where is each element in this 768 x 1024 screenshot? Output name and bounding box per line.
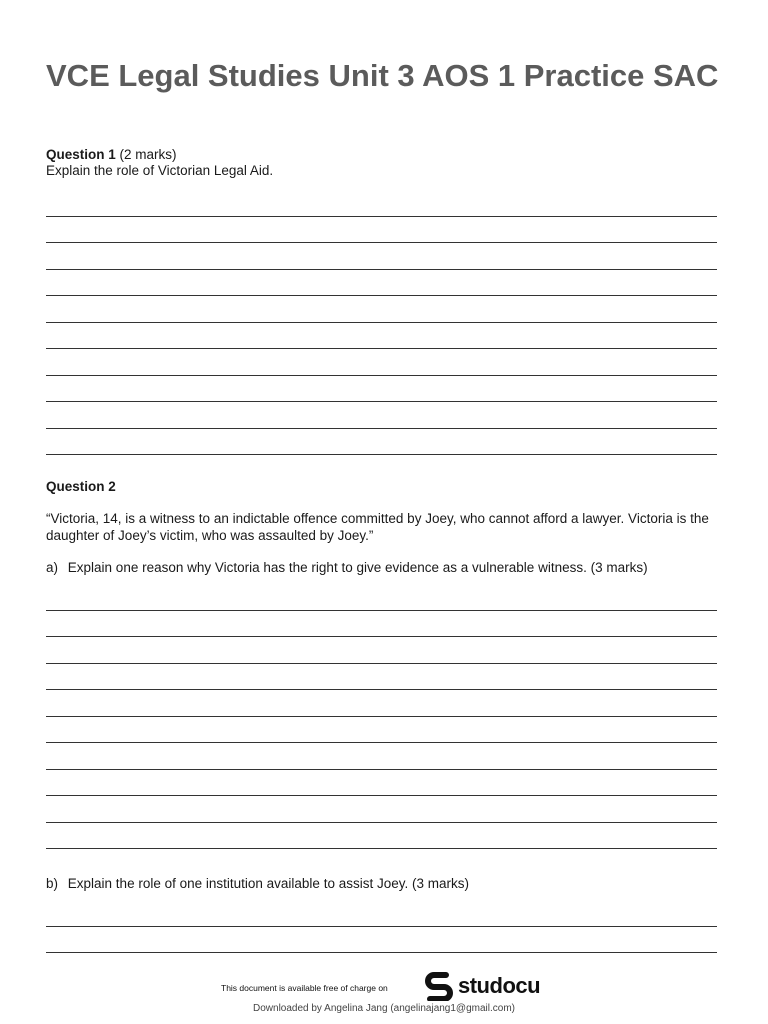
answer-line: [46, 927, 717, 954]
question-2a-letter: a): [46, 560, 59, 575]
answer-line: [46, 243, 717, 270]
answer-line: [46, 323, 717, 350]
question-1-heading: [46, 147, 177, 163]
studocu-wordmark: studocu: [458, 973, 541, 998]
question-1-prompt: Explain the role of Victorian Legal Aid.: [46, 163, 274, 178]
answer-line: [46, 900, 717, 927]
answer-line: [46, 584, 717, 611]
studocu-logo[interactable]: [424, 971, 540, 1001]
page-title: VCE Legal Studies Unit 3 AOS 1 Practice SAC: [46, 58, 719, 93]
answer-line: [46, 349, 717, 376]
answer-line: [46, 823, 717, 850]
question-2a-answer-lines: [46, 584, 717, 849]
answer-line: [46, 429, 717, 456]
answer-line: [46, 270, 717, 297]
question-2a: [46, 560, 648, 576]
answer-line: [46, 770, 717, 797]
answer-line: [46, 637, 717, 664]
question-2a-text: Explain one reason why Victoria has the right to give evidence as a vulnerable witness. (3 marks): [67, 560, 648, 575]
download-note: Downloaded by Angelina Jang (angelinajang1@gmail.com): [253, 1003, 515, 1014]
answer-line: [46, 717, 717, 744]
answer-line: [46, 217, 717, 244]
question-1-answer-lines: [46, 190, 717, 455]
answer-line: [46, 402, 717, 429]
footer-notice: This document is available free of charge on: [221, 983, 388, 993]
footer: [0, 966, 768, 1024]
question-2b-letter: b): [46, 876, 59, 891]
question-2b-text: Explain the role of one institution available to assist Joey. (3 marks): [67, 876, 469, 891]
question-2-scenario: “Victoria, 14, is a witness to an indictable offence committed by Joey, who cannot afford a lawyer. Victoria is the daughter of Joey’s victim, who was assaulted by Joey.”: [46, 511, 709, 543]
answer-line: [46, 743, 717, 770]
question-2b: [46, 876, 469, 892]
answer-line: [46, 611, 717, 638]
answer-line: [46, 690, 717, 717]
answer-line: [46, 296, 717, 323]
answer-line: [46, 190, 717, 217]
question-2-label: Question 2: [46, 479, 116, 494]
answer-line: [46, 664, 717, 691]
answer-line: [46, 796, 717, 823]
question-1-label: Question 1: [46, 147, 116, 162]
answer-line: [46, 376, 717, 403]
studocu-logo-icon: [424, 971, 454, 1001]
question-1-marks: (2 marks): [119, 147, 177, 162]
